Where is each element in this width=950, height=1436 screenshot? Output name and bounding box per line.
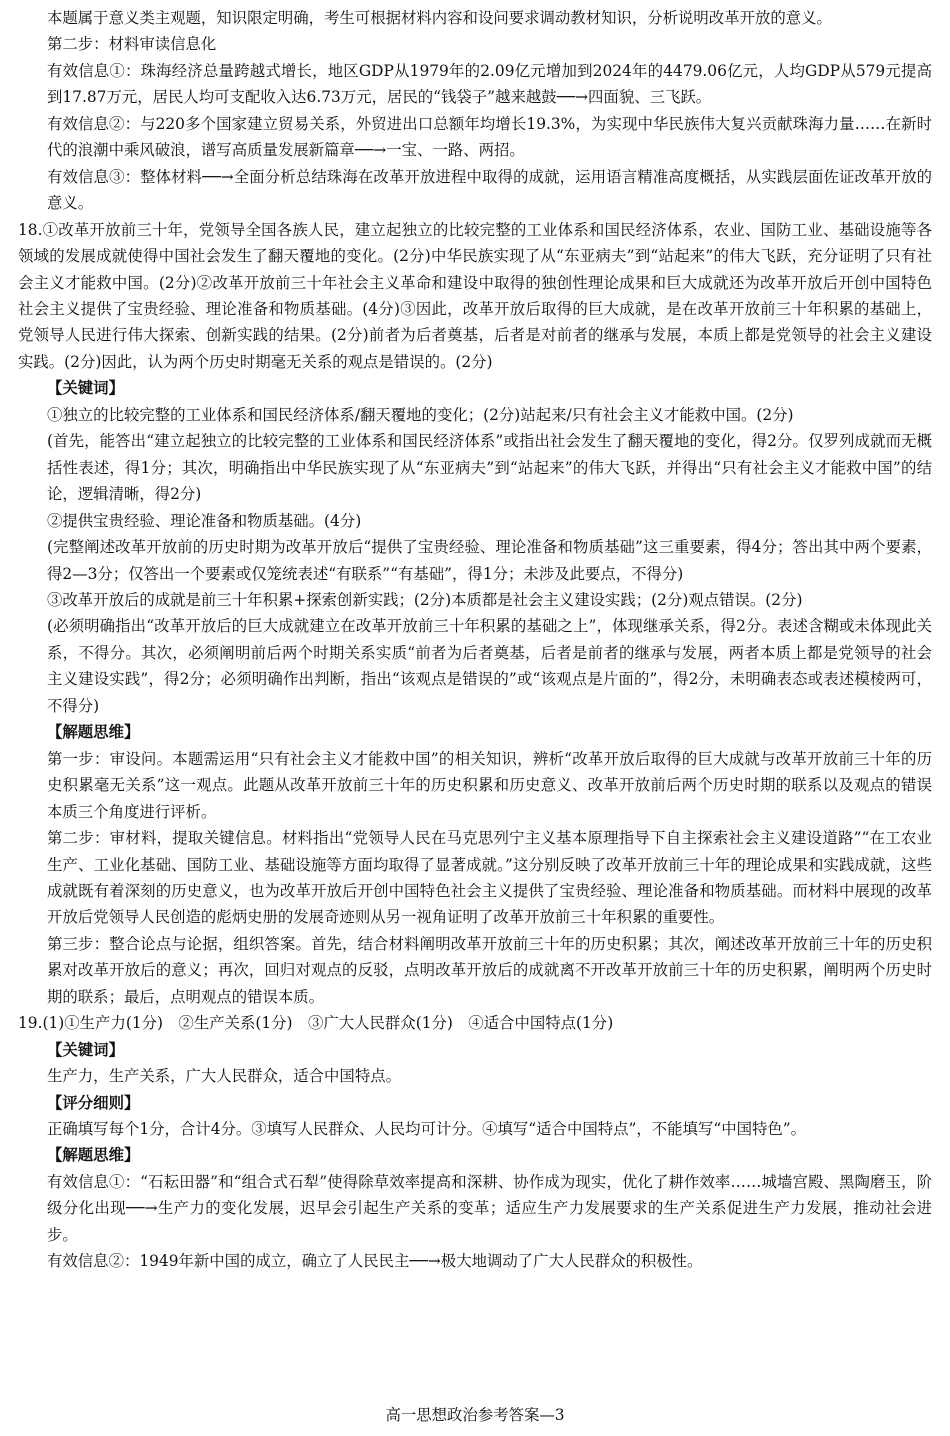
section-heading: 【解题思维】 (47, 723, 140, 742)
paragraph: 有效信息①：“石耘田器”和“组合式石犁”使得除草效率提高和深耕、协作成为现实，优化了耕作效率……城墙宫殿、黑陶磨玉，阶级分化出现──→生产力的变化发展，迟早会引起生产关系的变革；适应生产力发展要求的生产关系促进生产力发展，推动社会进步。 (47, 1172, 932, 1244)
question-answer: 19.(1)①生产力(1分) ②生产关系(1分) ③广大人民群众(1分) ④适合中国特点(1分) (18, 1014, 614, 1033)
section-heading: 【关键词】 (47, 379, 124, 398)
paragraph: 第三步：整合论点与论据，组织答案。首先，结合材料阐明改革开放前三十年的历史积累；其次，阐述改革开放前三十年的历史积累对改革开放后的意义；再次，回归对观点的反驳，点明改革开放后的成就离不开改革开放前三十年的历史积累，阐明两个历史时期的联系；最后，点明观点的错误本质。 (47, 934, 932, 1006)
section-heading: 【评分细则】 (47, 1093, 140, 1112)
paragraph: (首先，能答出“建立起独立的比较完整的工业体系和国民经济体系”或指出社会发生了翻天覆地的变化，得2分。仅罗列成就而无概括性表述，得1分；其次，明确指出中华民族实现了从“东亚病夫”到“站起来”的伟大飞跃，并得出“只有社会主义才能救中国”的结论，逻辑清晰，得2分) (47, 432, 932, 504)
paragraph: 有效信息②：1949年新中国的成立，确立了人民民主──→极大地调动了广大人民群众的积极性。 (47, 1252, 703, 1271)
paragraph: 第二步：审材料，提取关键信息。材料指出“党领导人民在马克思列宁主义基本原理指导下自主探索社会主义建设道路”“在工农业生产、工业化基础、国防工业、基础设施等方面均取得了显著成就。”这分别反映了改革开放前三十年的理论成果和实践成就，这些成就既有着深刻的历史意义，也为改革开放后开创中国特色社会主义提供了宝贵经验、理论准备和物质基础。而材料中展现的改革开放后党领导人民创造的彪炳史册的发展奇迹则从另一视角证明了改革开放前三十年积累的重要性。 (47, 829, 932, 927)
paragraph: 有效信息③：整体材料──→全面分析总结珠海在改革开放进程中取得的成就，运用语言精准高度概括，从实践层面佐证改革开放的意义。 (47, 167, 932, 213)
paragraph: 本题属于意义类主观题，知识限定明确，考生可根据材料内容和设问要求调动教材知识，分析说明改革开放的意义。 (47, 9, 832, 27)
paragraph: 第一步：审设问。本题需运用“只有社会主义才能救中国”的相关知识，辨析“改革开放后取得的巨大成就与改革开放前三十年的历史积累毫无关系”这一观点。此题从改革开放前三十年的历史积累和历史意义、改革开放前后两个历史时期的联系以及观点的错误本质三个角度进行评析。 (47, 749, 932, 821)
answer-content (18, 5, 932, 1275)
paragraph: 正确填写每个1分，合计4分。③填写人民群众、人民均可计分。④填写“适合中国特点”，不能填写“中国特色”。 (47, 1120, 807, 1139)
paragraph: ②提供宝贵经验、理论准备和物质基础。(4分) (47, 511, 362, 530)
paragraph: (完整阐述改革开放前的历史时期为改革开放后“提供了宝贵经验、理论准备和物质基础”这三重要素，得4分；答出其中两个要素，得2—3分；仅答出一个要素或仅笼统表述“有联系”“有基础”，得1分；未涉及此要点，不得分) (47, 538, 932, 583)
paragraph: (必须明确指出“改革开放后的巨大成就建立在改革开放前三十年积累的基础之上”，体现继承关系，得2分。表述含糊或未体现此关系，不得分。其次，必须阐明前后两个时期关系实质“前者为后者奠基，后者是前者的继承与发展，两者本质上都是党领导的社会主义建设实践”，得2分；必须明确作出判断，指出“该观点是错误的”或“该观点是片面的”，得2分，未明确表态或表述模棱两可，不得分) (47, 617, 932, 715)
paragraph: 第二步：材料审读信息化 (47, 35, 217, 54)
paragraph: 有效信息②：与220多个国家建立贸易关系，外贸进出口总额年均增长19.3%，为实现中华民族伟大复兴贡献珠海力量……在新时代的浪潮中乘风破浪，谱写高质量发展新篇章──→一宝、一路、两招。 (47, 114, 932, 160)
paragraph: ③改革开放后的成就是前三十年积累+探索创新实践；(2分)本质都是社会主义建设实践；(2分)观点错误。(2分) (47, 590, 803, 609)
section-heading: 【关键词】 (47, 1040, 124, 1059)
paragraph: 生产力，生产关系，广大人民群众，适合中国特点。 (47, 1067, 401, 1086)
paragraph: 有效信息①：珠海经济总量跨越式增长，地区GDP从1979年的2.09亿元增加到2024年的4479.06亿元，人均GDP从579元提高到17.87万元，居民人均可支配收入达6.73万元，居民的“钱袋子”越来越鼓──→四面貌、三飞跃。 (47, 61, 932, 107)
question-answer: 18.①改革开放前三十年，党领导全国各族人民，建立起独立的比较完整的工业体系和国民经济体系，农业、国防工业、基础设施等各领域的发展成就使得中国社会发生了翻天覆地的变化。(2分)中华民族实现了从“东亚病夫”到“站起来”的伟大飞跃，充分证明了只有社会主义才能救中国。(2分)②改革开放前三十年社会主义革命和建设中取得的独创性理论成果和巨大成就还为改革开放后开创中国特色社会主义提供了宝贵经验、理论准备和物质基础。(4分)③因此，改革开放后取得的巨大成就，是在改革开放前三十年积累的基础上，党领导人民进行伟大探索、创新实践的结果。(2分)前者为后者奠基，后者是对前者的继承与发展，本质上都是党领导的社会主义建设实践。(2分)因此，认为两个历史时期毫无关系的观点是错误的。(2分) (18, 220, 932, 371)
section-heading: 【解题思维】 (47, 1146, 140, 1165)
page-footer: 高一思想政治参考答案—3 (385, 1406, 565, 1424)
paragraph: ①独立的比较完整的工业体系和国民经济体系/翻天覆地的变化；(2分)站起来/只有社会主义才能救中国。(2分) (47, 405, 794, 424)
